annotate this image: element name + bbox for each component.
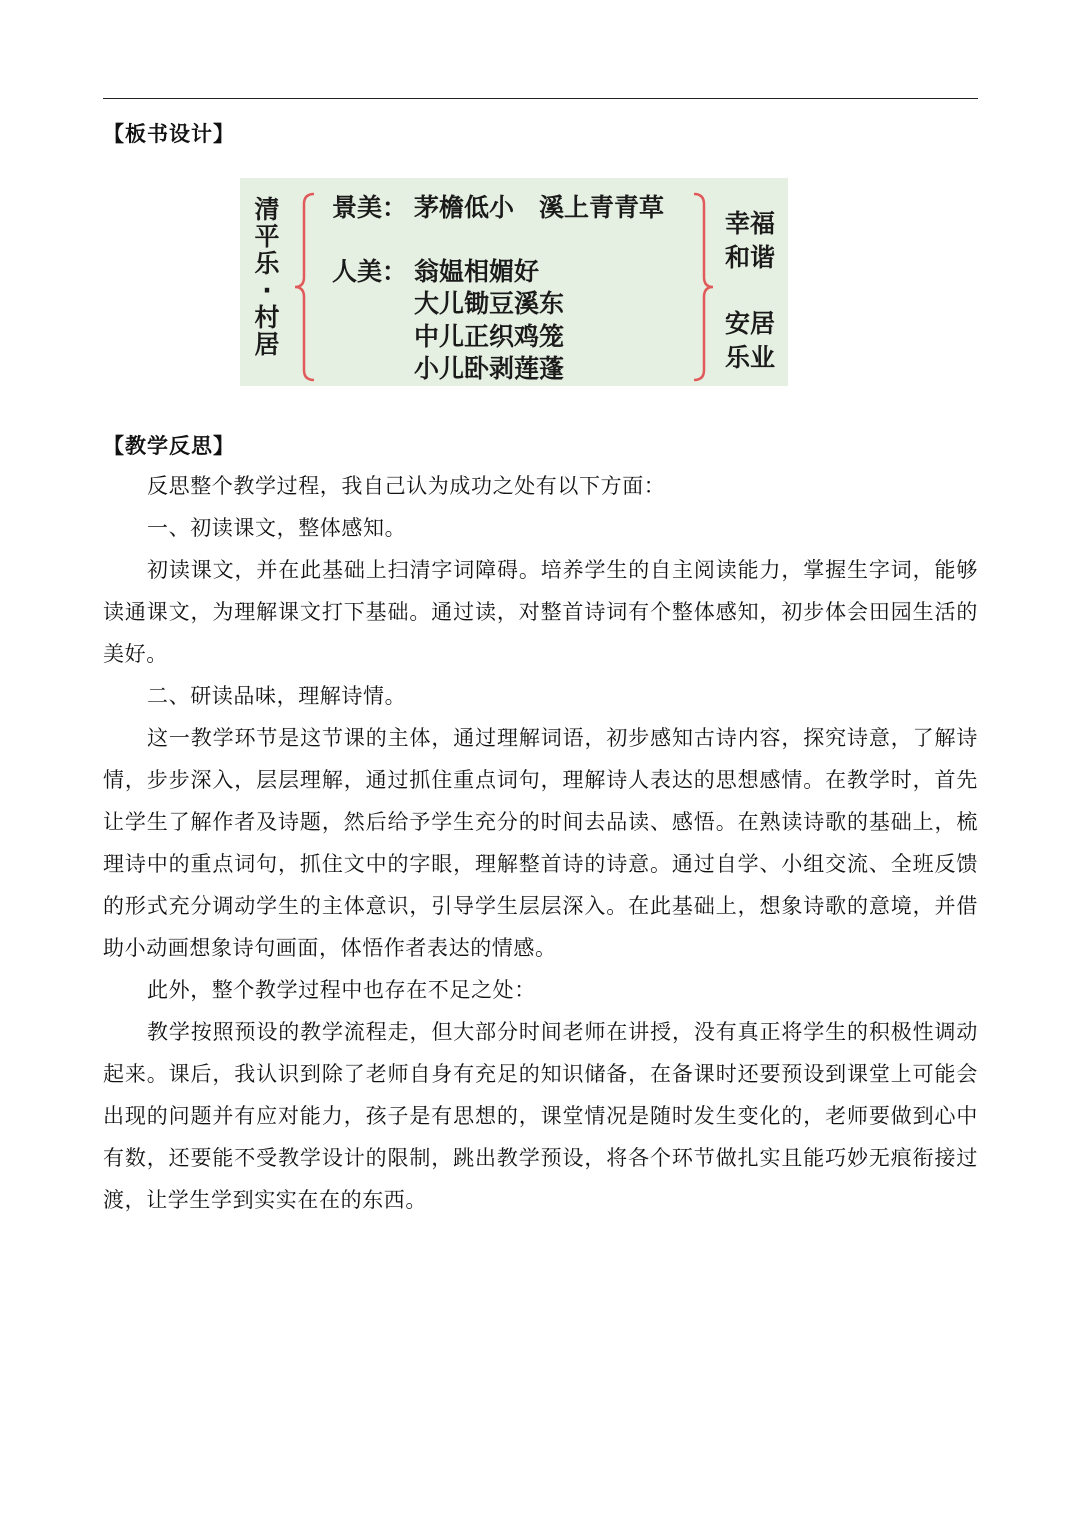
header-rule xyxy=(103,98,978,99)
scenery-text: 茅檐低小 溪上青青草 xyxy=(414,193,665,222)
paragraph: 一、初读课文，整体感知。 xyxy=(147,516,407,540)
board-design-heading: 【板书设计】 xyxy=(103,122,235,146)
theme-happiness: 幸福 xyxy=(725,209,776,238)
paragraph: 这一教学环节是这节课的主体，通过理解词语，初步感知古诗内容，探究诗意，了解诗情，步步深入，层层理解，通过抓住重点词句，理解诗人表达的思想感情。在教学时，首先让学生了解作者及诗题，然后给予学生充分的时间去品读、感悟。在熟读诗歌的基础上，梳理诗中的重点词句，抓住文中的字眼，理解整首诗的诗意。通过自学、小组交流、全班反馈的形式充分调动学生的主体意识，引导学生层层深入。在此基础上，想象诗歌的意境，并借助小动画想象诗句画面，体悟作者表达的情感。 xyxy=(103,726,978,960)
paragraph: 初读课文，并在此基础上扫清字词障碍。培养学生的自主阅读能力，掌握生字词，能够读通课文，为理解课文打下基础。通过读，对整首诗词有个整体感知，初步体会田园生活的美好。 xyxy=(103,558,978,666)
people-label: 人美： xyxy=(332,257,408,286)
people-line: 中儿正织鸡笼 xyxy=(414,322,565,351)
right-brace-icon xyxy=(688,192,718,382)
paragraph: 反思整个教学过程，我自己认为成功之处有以下方面： xyxy=(147,474,666,498)
theme-harmony: 和谐 xyxy=(725,243,776,272)
people-line: 小儿卧剥莲蓬 xyxy=(414,354,565,383)
theme-work: 乐业 xyxy=(725,343,776,372)
theme-settle: 安居 xyxy=(725,309,776,338)
teaching-reflection-heading: 【教学反思】 xyxy=(103,434,235,458)
paragraph: 二、研读品味，理解诗情。 xyxy=(147,684,407,708)
paragraph: 教学按照预设的教学流程走，但大部分时间老师在讲授，没有真正将学生的积极性调动起来。课后，我认识到除了老师自身有充足的知识储备，在备课时还要预设到课堂上可能会出现的问题并有应对能力，孩子是有思想的，课堂情况是随时发生变化的，老师要做到心中有数，还要能不受教学设计的限制，跳出教学预设，将各个环节做扎实且能巧妙无痕衔接过渡，让学生学到实实在在的东西。 xyxy=(103,1020,978,1212)
blackboard-design-image xyxy=(240,178,788,386)
people-line: 翁媪相媚好 xyxy=(414,257,540,286)
poem-title-vertical: 清平乐·村居 xyxy=(254,195,280,359)
paragraph: 此外，整个教学过程中也存在不足之处： xyxy=(147,978,536,1002)
reflection-body xyxy=(103,465,978,1221)
people-line: 大儿锄豆溪东 xyxy=(414,289,565,318)
scenery-label: 景美： xyxy=(332,193,408,222)
left-brace-icon xyxy=(290,192,320,382)
